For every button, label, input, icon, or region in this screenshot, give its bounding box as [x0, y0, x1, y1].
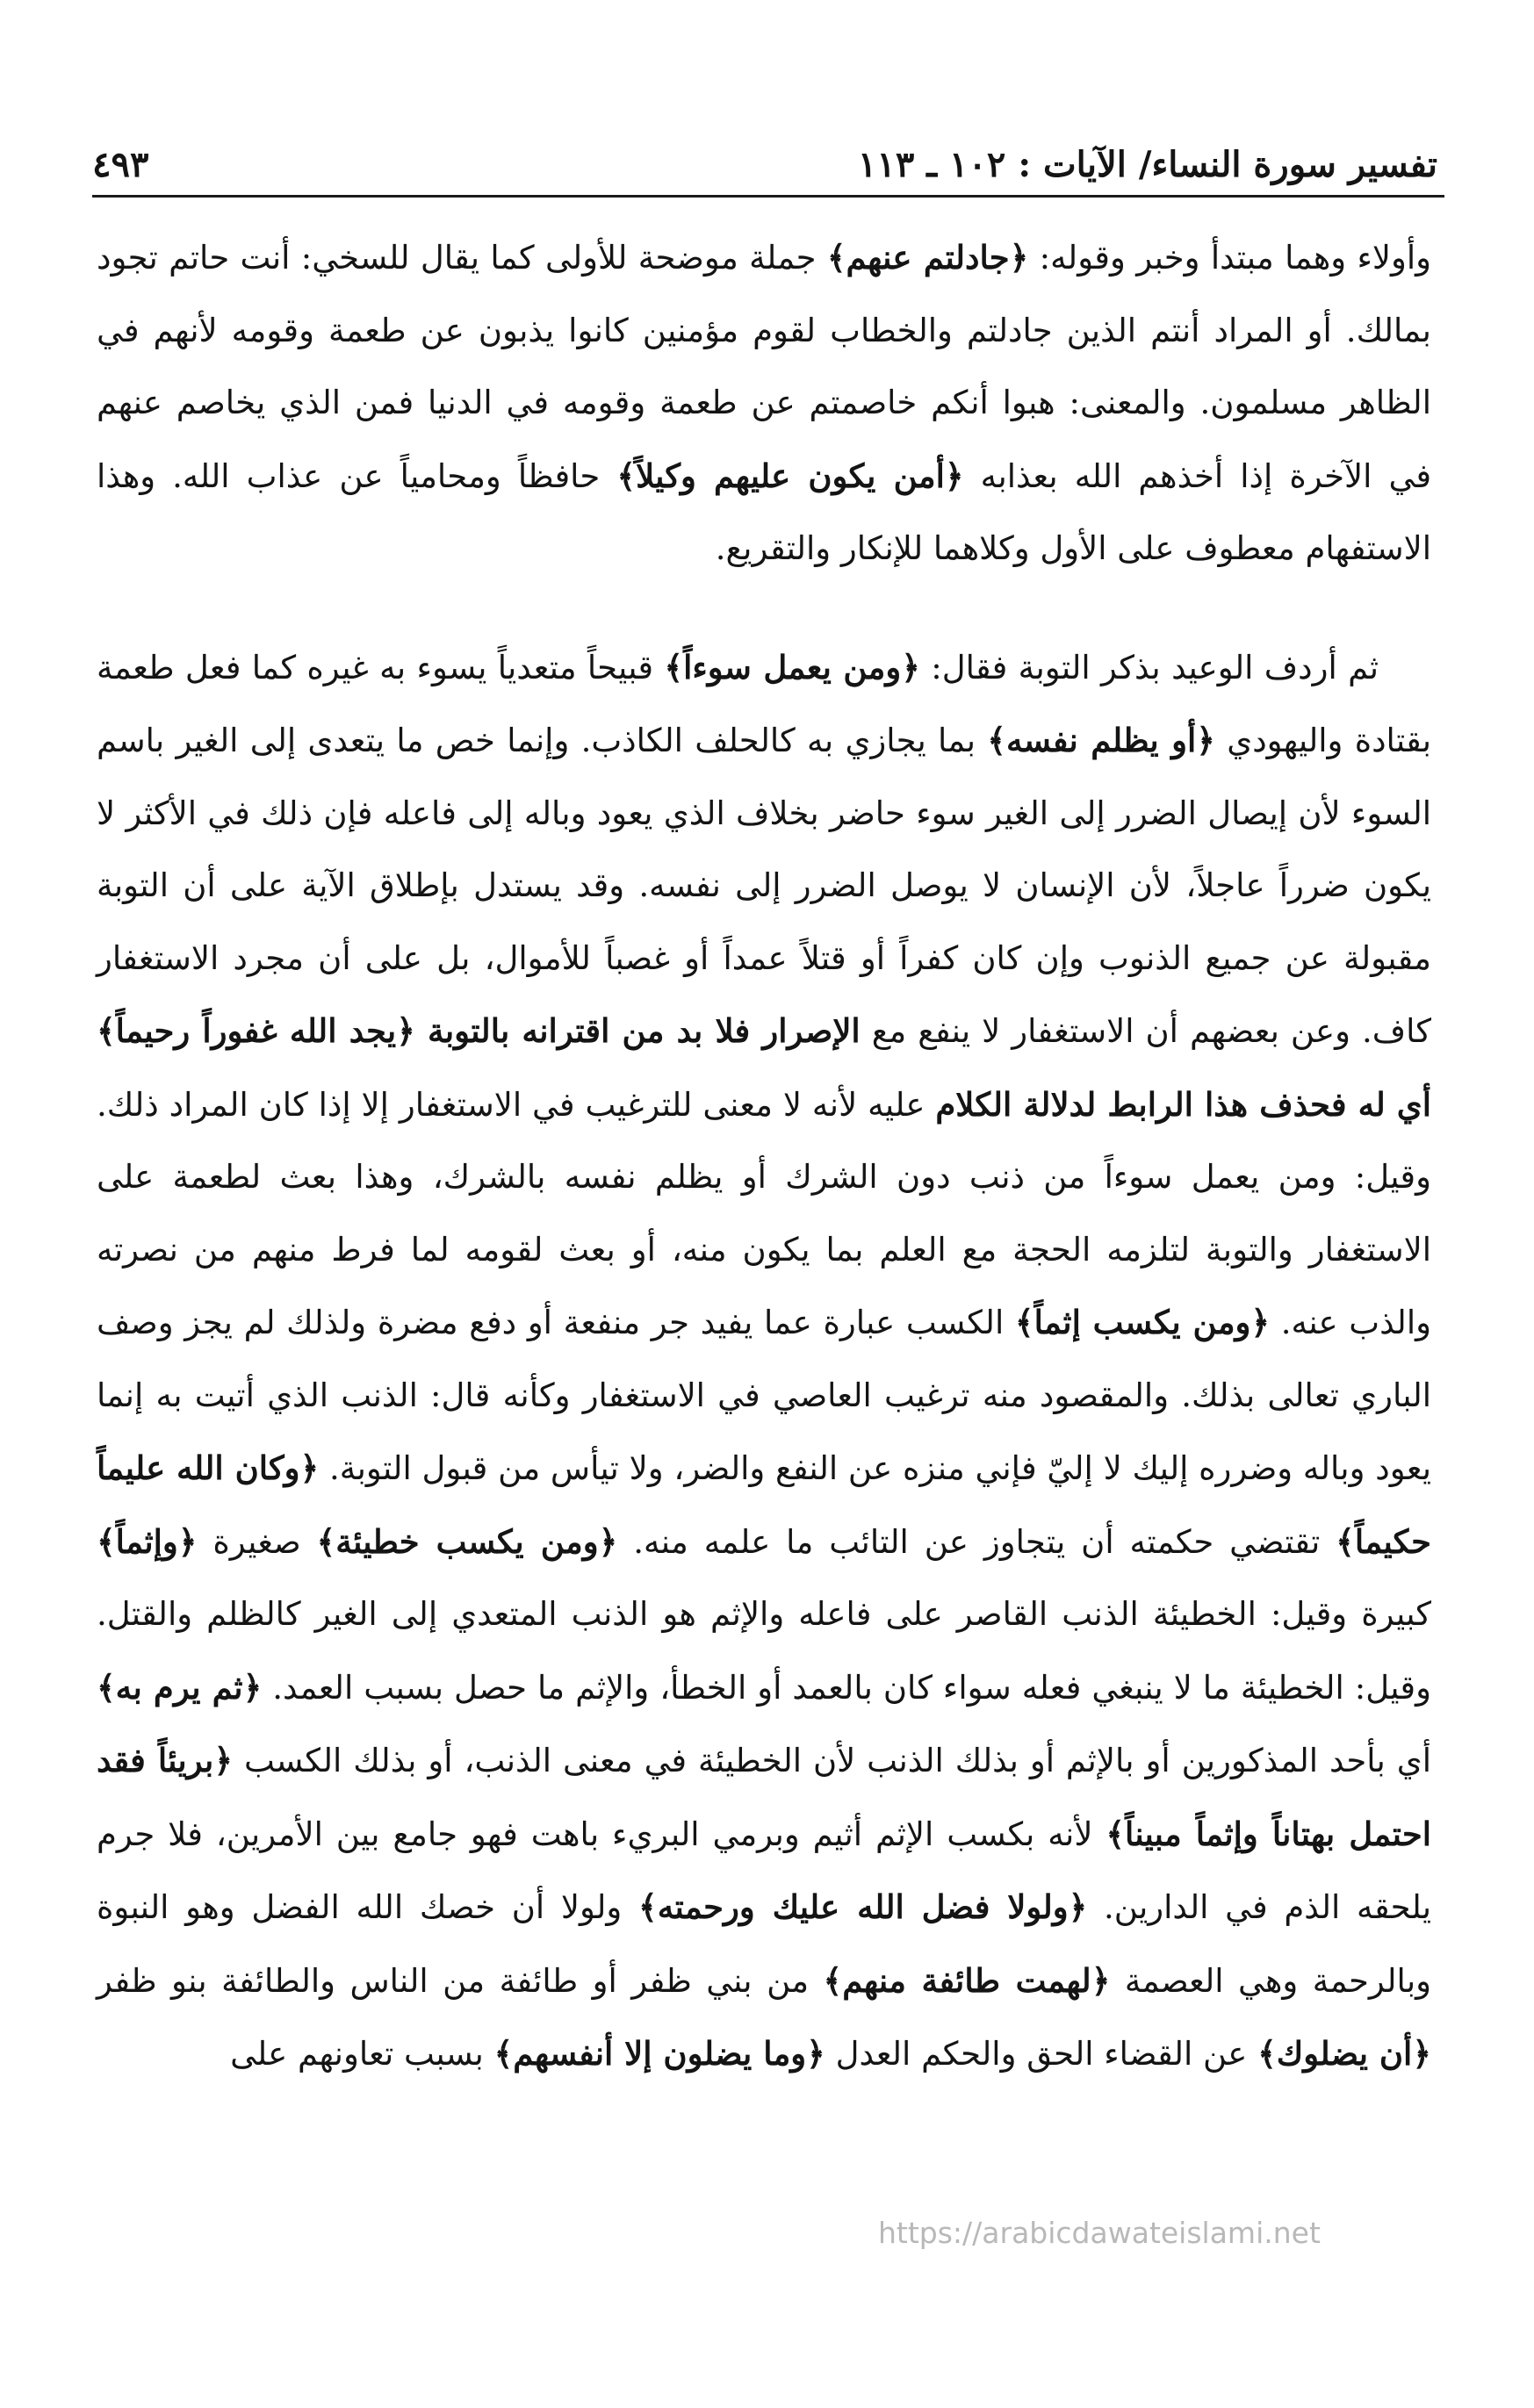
- running-header: [92, 140, 1444, 193]
- body-text: [97, 221, 1431, 2091]
- quran-quote: ﴿ولولا فضل الله عليك ورحمته﴾: [638, 1887, 1088, 1926]
- text-segment: كبيرة وقيل: الخطيئة الذنب القاصر على فاعله والإثم هو الذنب المتعدي إلى الغير كالظلم والقتل. وقيل: الخطيئة ما لا ينبغي فعله سواء كان بالعمد أو الخطأ، والإثم ما حصل بسبب العمد.: [97, 1595, 1431, 1707]
- paragraph: [97, 631, 1431, 2091]
- text-segment: حافظاً ومحامياً عن عذاب الله. وهذا الاستفهام معطوف على الأول وكلاهما للإنكار والتقريع.: [97, 456, 1431, 567]
- text-segment: أي بأحد المذكورين أو بالإثم أو بذلك الذنب لأن الخطيئة في معنى الذنب، أو بذلك الكسب: [233, 1742, 1431, 1779]
- text-segment: عليه لأنه لا معنى للترغيب في الاستغفار إلا إذا كان المراد ذلك. وقيل: ومن يعمل سوءاً من ذنب دون الشرك أو يظلم نفسه بالشرك، وهذا بعث لطعمة على الاستغفار والتوبة لتلزمه الحجة مع العلم بما يكون منه، أو بعث لقومه لما فرط منهم من نصرته والذب عنه.: [97, 1085, 1431, 1341]
- text-segment: بما يجازي به كالحلف الكاذب. وإنما خص ما يتعدى إلى الغير باسم السوء لأن إيصال الضرر إلى الغير سوء حاضر بخلاف الذي يعود وباله إلى فاعله فإن ذلك في الأكثر لا يكون ضرراً عاجلاً، لأن الإنسان لا يوصل الضرر إلى نفسه. وقد يستدل بإطلاق الآية على أن التوبة مقبولة عن جميع الذنوب وإن كان كفراً أو قتلاً عمداً أو غصباً للأموال، بل على أن مجرد الاستغفار كاف. وعن بعضهم أن الاستغفار لا ينفع مع: [97, 722, 1431, 1050]
- quran-quote: ﴿أن يضلوك﴾: [1257, 2034, 1431, 2073]
- quran-quote: ﴿وما يضلون إلا أنفسهم﴾: [493, 2034, 825, 2073]
- text-segment: جملة موضحة للأولى كما يقال للسخي: أنت حاتم تجود بمالك. أو المراد أنتم الذين جادلتم والخطاب لقوم مؤمنين كانوا يذبون عن طعمة وقومه لأنهم في الظاهر مسلمون. والمعنى: هبوا أنكم خاصمتم عن طعمة وقومه في الدنيا فمن الذي يخاصم عنهم في الآخرة إذا أخذهم الله بعذابه: [97, 239, 1432, 495]
- quran-quote: ﴿ومن يكسب خطيئة﴾: [316, 1521, 618, 1561]
- quran-quote: ﴿يجد الله غفوراً رحيماً﴾: [97, 1011, 415, 1050]
- text-segment: عن القضاء الحق والحكم العدل: [825, 2035, 1258, 2073]
- paragraph: [97, 221, 1431, 586]
- text-segment: الكسب عبارة عما يفيد جر منفعة أو دفع مضرة ولذلك لم يجز وصف الباري تعالى بذلك. والمقصود منه ترغيب العاصي في الاستغفار وكأنه قال: الذنب الذي أتيت به إنما يعود وباله وضرره إليك لا إليّ فإني منزه عن النفع والضر، ولا تيأس من قبول التوبة.: [97, 1304, 1431, 1487]
- watermark-url: https://arabicdawateislami.net: [878, 2216, 1321, 2250]
- quran-quote: ﴿ومن يكسب إثماً﴾: [1014, 1303, 1271, 1341]
- quran-quote: ﴿أمن يكون عليهم وكيلاً﴾: [616, 456, 964, 495]
- quran-quote: ﴿أو يظلم نفسه﴾: [987, 721, 1215, 759]
- quran-quote: الإصرار فلا بد من اقترانه بالتوبة: [414, 1011, 861, 1050]
- quran-quote: ﴿بريئاً فقد احتمل بهتاناً وإثماً مبيناً﴾: [97, 1741, 1431, 1853]
- text-segment: من بني ظفر أو طائفة من الناس والطائفة بنو ظفر: [97, 1961, 824, 2000]
- quran-quote: ﴿ثم يرم به﴾: [97, 1667, 263, 1707]
- text-segment: قبيحاً متعدياً يسوء به غيره كما فعل طعمة بقتادة واليهودي: [97, 648, 1432, 759]
- header-title: تفسير سورة النساء/ الآيات : ١٠٢ ـ ١١٣: [857, 144, 1437, 185]
- header-rule: [92, 195, 1444, 198]
- text-segment: بسبب تعاونهم على: [230, 2035, 494, 2073]
- text-segment: ثم أردف الوعيد بذكر التوبة فقال:: [919, 648, 1379, 686]
- text-segment: وأولاء وهما مبتدأ وخبر وقوله:: [1028, 239, 1431, 277]
- quran-quote: ﴿وكان الله عليماً حكيماً﴾: [97, 1448, 1431, 1561]
- quran-quote: أي له فحذف هذا الرابط لدلالة الكلام: [935, 1084, 1431, 1124]
- text-segment: تقتضي حكمته أن يتجاوز عن التائب ما علمه منه.: [617, 1522, 1336, 1561]
- quran-quote: ﴿وإثماً﴾: [97, 1521, 198, 1561]
- text-segment: صغيرة: [197, 1522, 317, 1561]
- text-segment: لأنه بكسب الإثم أثيم وبرمي البريء باهت فهو جامع بين الأمرين، فلا جرم يلحقه الذم في الدارين.: [97, 1815, 1431, 1926]
- quran-quote: ﴿ومن يعمل سوءاً﴾: [664, 647, 920, 686]
- quran-quote: ﴿لهمت طائفة منهم﴾: [823, 1960, 1111, 2000]
- page-number: ٤٩٣: [92, 144, 149, 185]
- quran-quote: ﴿جادلتم عنهم﴾: [826, 238, 1029, 277]
- text-segment: ولولا أن خصك الله الفضل وهو النبوة وبالرحمة وهي العصمة: [97, 1888, 1431, 2000]
